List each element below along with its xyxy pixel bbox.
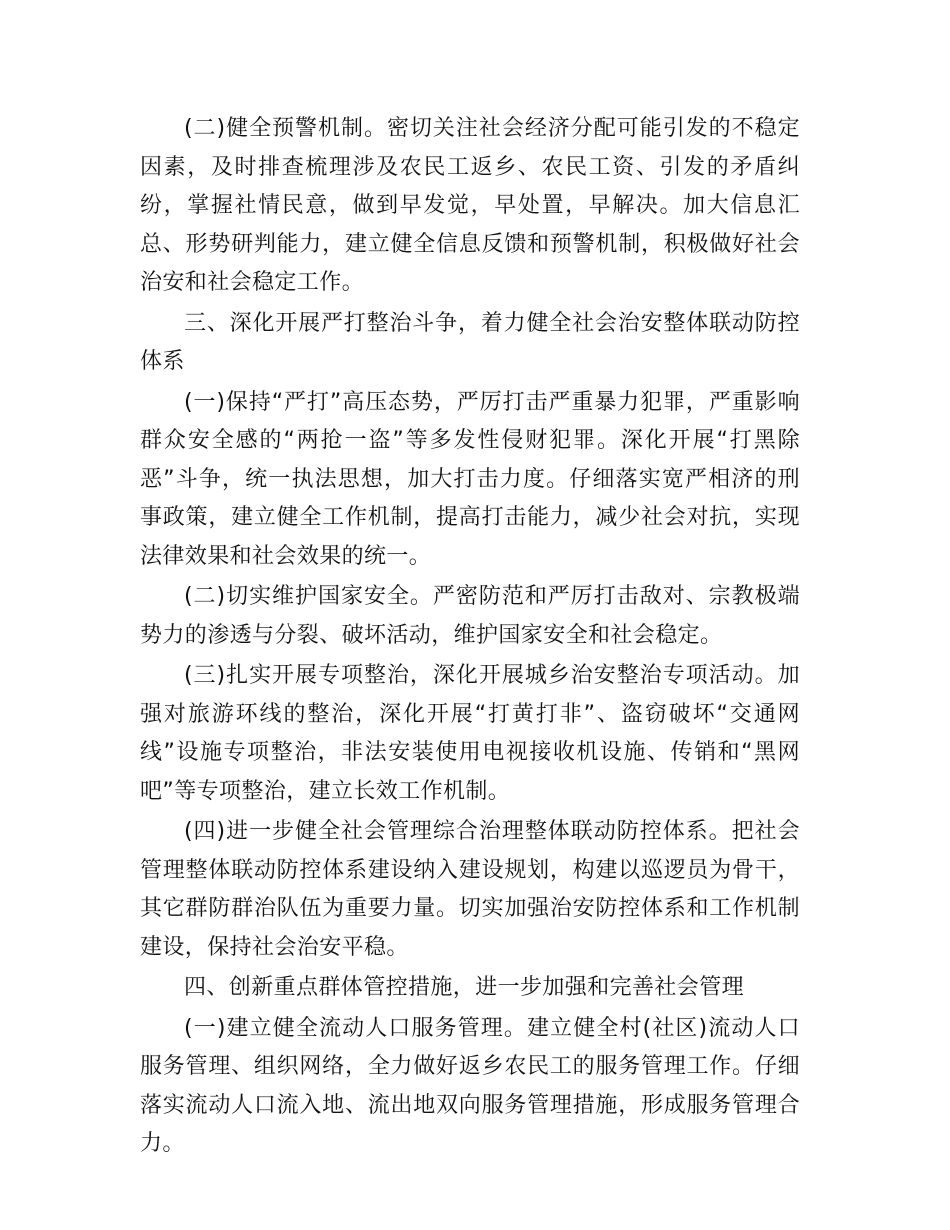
document-body [140, 110, 800, 1166]
section-heading-three: 三、深化开展严打整治斗争，着力健全社会治安整体联动防控体系 [140, 310, 800, 374]
paragraph-early-warning: (二)健全预警机制。密切关注社会经济分配可能引发的不稳定因素，及时排查梳理涉及农民工返乡、农民工资、引发的矛盾纠纷，掌握社情民意，做到早发觉，早处置，早解决。加大信息汇总、形势研判能力，建立健全信息反馈和预警机制，积极做好社会治安和社会稳定工作。 [140, 116, 800, 295]
paragraph-national-security: (二)切实维护国家安全。严密防范和严厉打击敌对、宗教极端势力的渗透与分裂、破坏活动，维护国家安全和社会稳定。 [140, 584, 800, 648]
paragraph-floating-population: (一)建立健全流动人口服务管理。建立健全村(社区)流动人口服务管理、组织网络，全力做好返乡农民工的服务管理工作。仔细落实流动人口流入地、流出地双向服务管理措施，形成服务管理合力。 [140, 1015, 800, 1156]
paragraph-strike-hard: (一)保持“严打”高压态势，严厉打击严重暴力犯罪，严重影响群众安全感的“两抢一盗”等多发性侵财犯罪。深化开展“打黑除恶”斗争，统一执法思想，加大打击力度。仔细落实宽严相济的刑事政策，建立健全工作机制，提高打击能力，减少社会对抗，实现法律效果和社会效果的统一。 [140, 389, 800, 569]
paragraph-linked-prevention: (四)进一步健全社会管理综合治理整体联动防控体系。把社会管理整体联动防控体系建设纳入建设规划，构建以巡逻员为骨干，其它群防群治队伍为重要力量。切实加强治安防控体系和工作机制建设，保持社会治安平稳。 [140, 819, 800, 960]
paragraph-special-rectification: (三)扎实开展专项整治，深化开展城乡治安整治专项活动。加强对旅游环线的整治，深化开展“打黄打非”、盗窃破坏“交通网线”设施专项整治，非法安装使用电视接收机设施、传销和“黑网吧”等专项整治，建立长效工作机制。 [140, 663, 800, 804]
section-heading-four: 四、创新重点群体管控措施，进一步加强和完善社会管理 [184, 975, 745, 1000]
